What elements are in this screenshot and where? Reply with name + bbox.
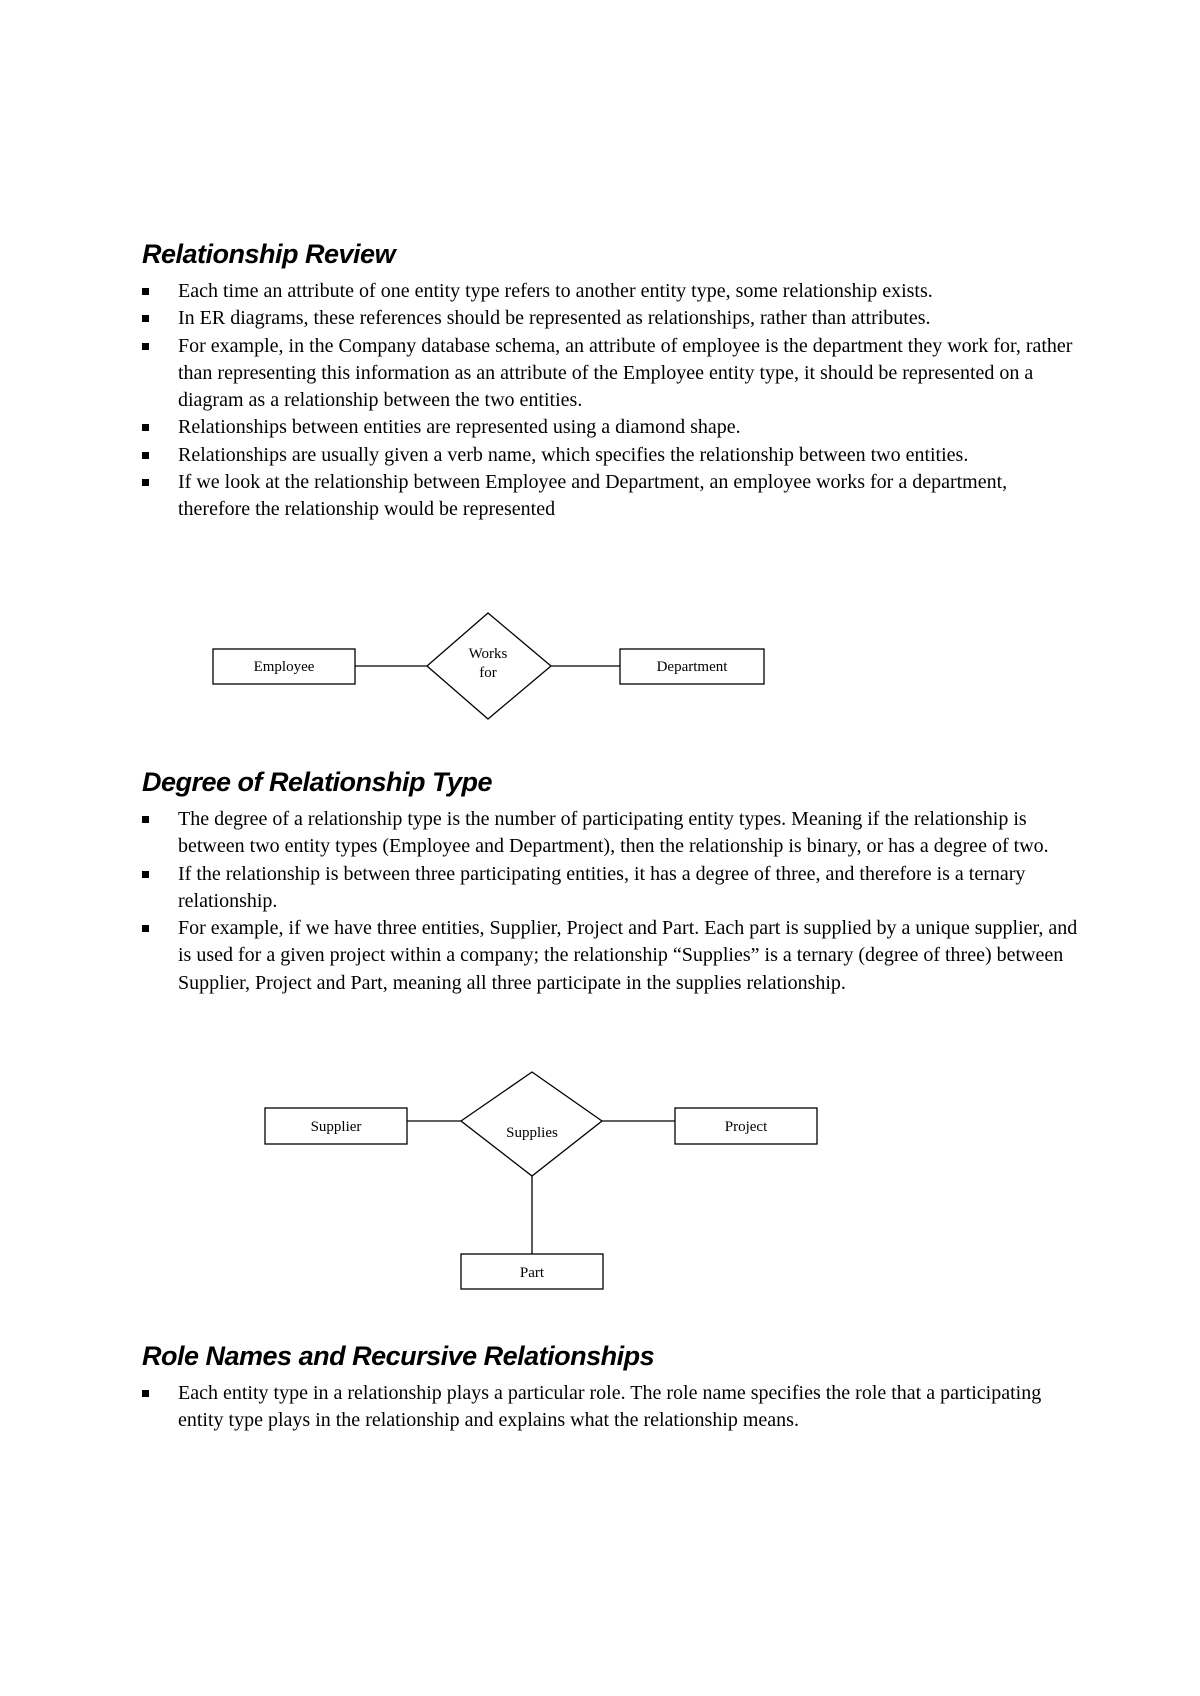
degree-list xyxy=(142,806,1082,997)
supplier-entity-box xyxy=(265,1108,407,1144)
project-entity-box xyxy=(675,1108,817,1144)
list-item: For example, if we have three entities, Supplier, Project and Part. Each part is supplied by a unique supplier, and is used for a given project within a company; the relationship “Supplies” is a ternary (degree of three) between Supplier, Project and Part, meaning all three participate in the supplies relationship. xyxy=(142,915,1082,997)
employee-label: Employee xyxy=(253,659,315,675)
square-bullet-icon xyxy=(142,452,149,459)
relationship-review-list xyxy=(142,278,1082,524)
list-item: Relationships between entities are represented using a diamond shape. xyxy=(142,414,1082,441)
works-label: Works xyxy=(468,646,508,662)
square-bullet-icon xyxy=(142,288,149,295)
square-bullet-icon xyxy=(142,343,149,350)
square-bullet-icon xyxy=(142,315,149,322)
supplies-label: Supplies xyxy=(506,1125,558,1141)
square-bullet-icon xyxy=(142,424,149,431)
works-for-diamond xyxy=(427,613,551,719)
square-bullet-icon xyxy=(142,1390,149,1397)
list-item: Each time an attribute of one entity type refers to another entity type, some relationship exists. xyxy=(142,278,1082,305)
list-item: For example, in the Company database schema, an attribute of employee is the department they work for, rather than representing this information as an attribute of the Employee entity type, it should be represented on a diagram as a relationship between the two entities. xyxy=(142,333,1082,415)
list-item: Relationships are usually given a verb name, which specifies the relationship between two entities. xyxy=(142,442,1082,469)
employee-entity-box xyxy=(213,649,355,684)
square-bullet-icon xyxy=(142,479,149,486)
supplies-diamond xyxy=(461,1072,602,1176)
part-label: Part xyxy=(519,1265,545,1281)
department-entity-box xyxy=(620,649,764,684)
list-item: If we look at the relationship between Employee and Department, an employee works for a department, therefore the relationship would be represented xyxy=(142,469,1082,524)
role-names-list xyxy=(142,1380,1082,1435)
list-item: If the relationship is between three participating entities, it has a degree of three, and therefore is a ternary relationship. xyxy=(142,861,1082,916)
square-bullet-icon xyxy=(142,816,149,823)
square-bullet-icon xyxy=(142,925,149,932)
for-label: for xyxy=(479,665,497,681)
list-item: The degree of a relationship type is the number of participating entity types. Meaning if the relationship is between two entity types (Employee and Department), then the relationship is binary, or has a degree of two. xyxy=(142,806,1082,861)
department-label: Department xyxy=(656,659,728,675)
part-entity-box xyxy=(461,1254,603,1289)
supplier-label: Supplier xyxy=(310,1119,362,1135)
project-label: Project xyxy=(724,1119,768,1135)
heading-degree-of-relationship-type: Degree of Relationship Type xyxy=(142,767,493,797)
list-item: Each entity type in a relationship plays a particular role. The role name specifies the role that a participating entity type plays in the relationship and explains what the relationship means. xyxy=(142,1380,1082,1435)
list-item: In ER diagrams, these references should be represented as relationships, rather than attributes. xyxy=(142,305,1082,332)
heading-relationship-review: Relationship Review xyxy=(142,239,396,269)
square-bullet-icon xyxy=(142,871,149,878)
heading-role-names-and-recursive-relationships: Role Names and Recursive Relationships xyxy=(142,1341,655,1371)
